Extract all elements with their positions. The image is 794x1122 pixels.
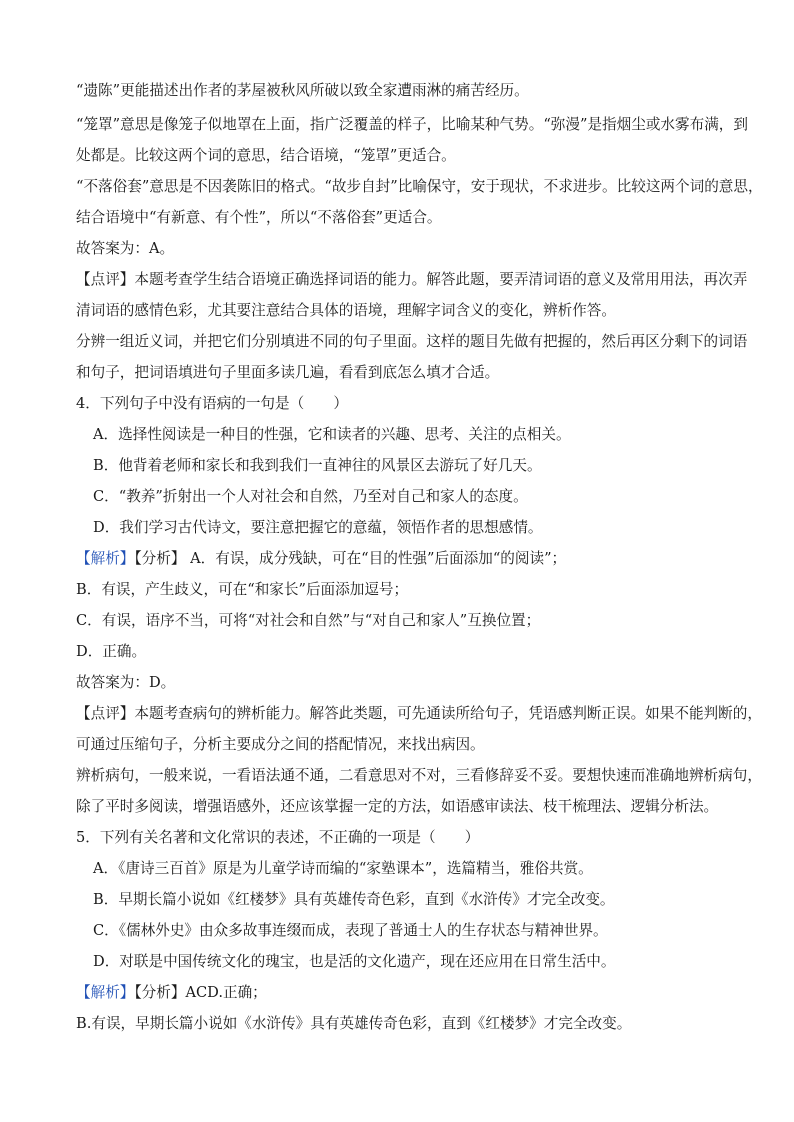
analysis-text: 【分析】ACD.正确；	[134, 984, 267, 1001]
text-line: B．有误，产生歧义，可在“和家长”后面添加逗号；	[76, 581, 409, 598]
text-line: 结合语境中“有新意、有个性”，所以“不落俗套”更适合。	[76, 209, 442, 226]
text-line: 和句子，把词语填进句子里面多读几遍，看看到底怎么填才合适。	[76, 364, 500, 381]
comment-line: 【点评】本题考查病句的辨析能力。解答此类题，可先通读所给句子，凭语感判断正误。如果不能判断的，	[76, 705, 762, 722]
text-line: 除了平时多阅读，增强语感外，还应该掌握一定的方法，如语感审读法、枝干梳理法、逻辑分析法。	[76, 798, 719, 815]
text-line: B.有误，早期长篇小说如《水浒传》具有英雄传奇色彩，直到《红楼梦》才完全改变。	[76, 1015, 632, 1032]
analysis-tag: 【解析】	[76, 984, 135, 1001]
text-line: D．正确。	[76, 643, 147, 660]
question-5-stem: 5．下列有关名著和文化常识的表述，不正确的一项是（ ）	[76, 829, 480, 846]
text-line: “不落俗套”意思是不因袭陈旧的格式。“故步自封”比喻保守，安于现状，不求进步。比较这两个词的意思，	[76, 178, 763, 195]
text-line: 处都是。比较这两个词的意思，结合语境，“笼罩”更适合。	[76, 147, 456, 164]
analysis-line	[76, 983, 267, 1003]
question-4-option-b: B．他背着老师和家长和我到我们一直神往的风景区去游玩了好几天。	[93, 457, 542, 474]
text-line: 故答案为：A。	[76, 240, 175, 257]
question-4-stem: 4．下列句子中没有语病的一句是（ ）	[76, 395, 348, 412]
text-line: “笼罩”意思是像笼子似地罩在上面，指广泛覆盖的样子，比喻某种气势。“弥漫”是指烟尘或水雾布满，到	[76, 116, 748, 133]
text-line: 可通过压缩句子，分析主要成分之间的搭配情况，来找出病因。	[76, 736, 485, 753]
comment-line: 【点评】本题考查学生结合语境正确选择词语的能力。解答此题，要弄清词语的意义及常用用法，再次弄	[76, 271, 748, 288]
text-line: 清词语的感情色彩，尤其要注意结合具体的语境，理解字词含义的变化，辨析作答。	[76, 302, 616, 319]
analysis-text: 【分析】 A．有误，成分残缺，可在“目的性强”后面添加“的阅读”；	[134, 550, 567, 567]
question-5-option-a: A．《唐诗三百首》原是为儿童学诗而编的“家塾课本”，选篇精当，雅俗共赏。	[93, 860, 593, 877]
text-line: 辨析病句，一般来说，一看语法通不通，二看意思对不对，三看修辞妥不妥。要想快速而准确地辨析病句，	[76, 767, 762, 784]
text-line: 故答案为：D。	[76, 674, 176, 691]
analysis-line	[76, 549, 566, 569]
text-line: 分辨一组近义词，并把它们分别填进不同的句子里面。这样的题目先做有把握的，然后再区分剩下的词语	[76, 333, 748, 350]
question-5-option-c: C．《儒林外史》由众多故事连缀而成，表现了普通士人的生存状态与精神世界。	[93, 922, 608, 939]
text-line: C．有误，语序不当，可将“对社会和自然”与“对自己和家人”互换位置；	[76, 612, 541, 629]
question-4-option-c: C．“教养”折射出一个人对社会和自然，乃至对自己和家人的态度。	[93, 488, 528, 505]
analysis-tag: 【解析】	[76, 550, 135, 567]
question-5-option-d: D．对联是中国传统文化的瑰宝，也是活的文化遗产，现在还应用在日常生活中。	[93, 953, 616, 970]
question-4-option-a: A．选择性阅读是一种目的性强，它和读者的兴趣、思考、关注的点相关。	[93, 426, 571, 443]
text-line: “遗陈”更能描述出作者的茅屋被秋风所破以致全家遭雨淋的痛苦经历。	[76, 82, 529, 99]
question-5-option-b: B．早期长篇小说如《红楼梦》具有英雄传奇色彩，直到《水浒传》才完全改变。	[93, 891, 615, 908]
question-4-option-d: D．我们学习古代诗文，要注意把握它的意蕴，领悟作者的思想感情。	[93, 519, 543, 536]
